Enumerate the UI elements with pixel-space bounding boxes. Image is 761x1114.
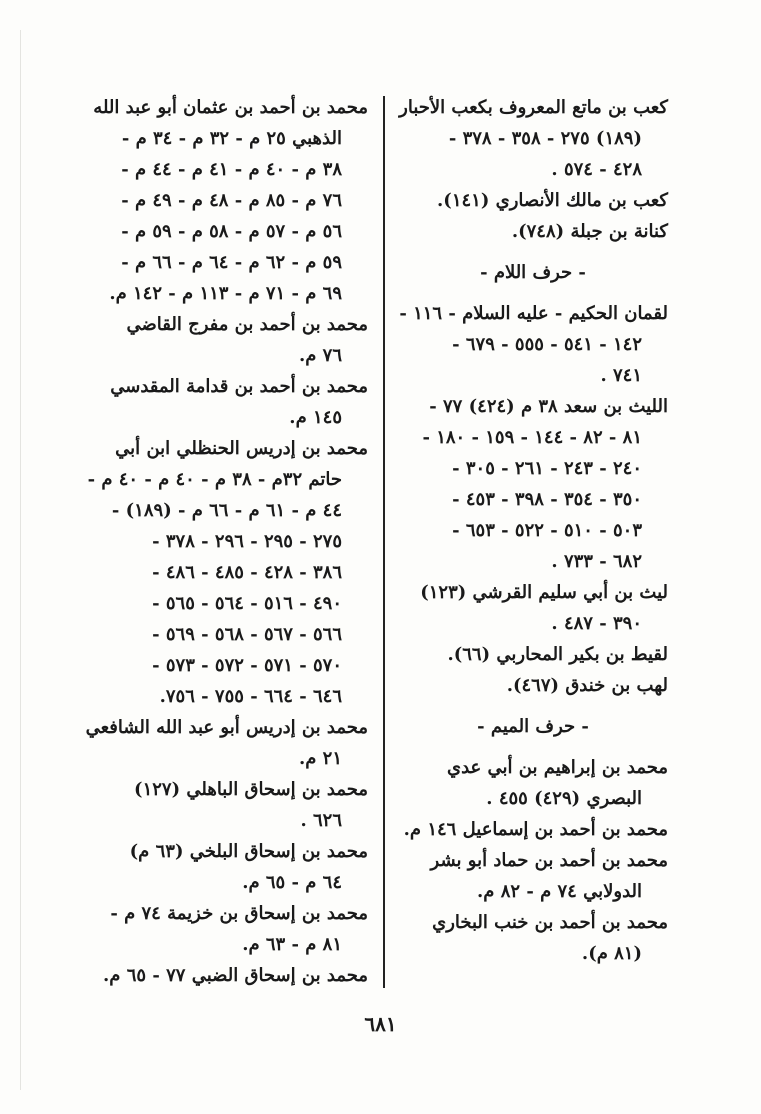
column-divider: [383, 96, 385, 988]
index-entry-continuation: ٤٢٨ - ٥٧٤ .: [551, 159, 642, 180]
index-entry-continuation: ٣٥٠ - ٣٥٤ - ٣٩٨ - ٤٥٣ -: [452, 489, 642, 510]
index-entry: محمد بن إبراهيم بن أبي عدي: [446, 757, 668, 778]
index-entry-continuation: ٧٦ م - ٨٥ م - ٤٨ م - ٤٩ م -: [121, 190, 342, 211]
index-entry: محمد بن إسحاق بن خزيمة ٧٤ م -: [110, 903, 368, 924]
index-entry: محمد بن أحمد بن خنب البخاري: [432, 912, 668, 933]
index-entry-continuation: ٢١ م.: [298, 748, 342, 769]
index-entry-continuation: ٣٨ م - ٤٠ م - ٤١ م - ٤٤ م -: [121, 159, 342, 180]
index-entry-continuation: ٦٩ م - ٧١ م - ١١٣ م - ١٤٢ م.: [109, 283, 342, 304]
index-entry-continuation: ٤٤ م - ٦١ م - ٦٦ م - (١٨٩) -: [111, 500, 342, 521]
index-entry-continuation: (٨١ م).: [581, 943, 642, 964]
index-entry-continuation: ٥٩ م - ٦٢ م - ٦٤ م - ٦٦ م -: [121, 252, 342, 273]
index-entry-continuation: ١٤٢ - ٥٤١ - ٥٥٥ - ٦٧٩ -: [452, 334, 642, 355]
index-entry-continuation: ٧٦ م.: [298, 345, 342, 366]
index-entry-continuation: ٨١ م - ٦٣ م.: [242, 934, 342, 955]
left-column: [85, 92, 368, 991]
page-number: ٦٨١: [364, 1012, 397, 1036]
index-entry-continuation: الذهبي ٢٥ م - ٣٢ م - ٣٤ م -: [121, 128, 342, 149]
section-heading: - حرف الميم -: [477, 716, 589, 737]
index-entry-continuation: ٣٩٠ - ٤٨٧ .: [551, 613, 642, 634]
right-column: [398, 92, 668, 969]
index-entry: لهب بن خندق (٤٦٧).: [506, 675, 668, 696]
index-entry: كعب بن ماتع المعروف بكعب الأحبار: [399, 97, 668, 118]
index-entry: محمد بن أحمد بن حماد أبو بشر: [430, 850, 668, 871]
index-entry: كنانة بن جبلة (٧٤٨).: [511, 221, 668, 242]
index-entry: محمد بن إدريس الحنظلي ابن أبي: [115, 438, 368, 459]
index-entry-continuation: البصري (٤٢٩) ٤٥٥ .: [486, 788, 642, 809]
index-entry-continuation: ٦٢٦ .: [300, 810, 342, 831]
index-entry: محمد بن إسحاق الضبي ٧٧ - ٦٥ م.: [103, 965, 368, 986]
index-entry: ليث بن أبي سليم القرشي (١٢٣): [420, 582, 668, 603]
index-entry-continuation: ٧٤١ .: [600, 365, 642, 386]
index-entry-continuation: ٦٤٦ - ٦٦٤ - ٧٥٥ - ٧٥٦.: [159, 686, 342, 707]
index-entry-continuation: ٤٩٠ - ٥١٦ - ٥٦٤ - ٥٦٥ -: [152, 593, 342, 614]
index-entry: محمد بن إدريس أبو عبد الله الشافعي: [85, 717, 368, 738]
index-entry: محمد بن إسحاق الباهلي (١٢٧): [134, 779, 368, 800]
index-entry-continuation: ٨١ - ٨٢ - ١٤٤ - ١٥٩ - ١٨٠ -: [422, 427, 642, 448]
index-entry-continuation: ٥٠٣ - ٥١٠ - ٥٢٢ - ٦٥٣ -: [452, 520, 642, 541]
index-entry-continuation: حاتم ٣٢م - ٣٨ م - ٤٠ م - ٤٠ م -: [87, 469, 342, 490]
index-entry-continuation: ٦٤ م - ٦٥ م.: [242, 872, 342, 893]
index-entry-continuation: ٥٧٠ - ٥٧١ - ٥٧٢ - ٥٧٣ -: [152, 655, 342, 676]
index-entry-continuation: ١٤٥ م.: [289, 407, 342, 428]
index-entry-continuation: ٢٤٠ - ٢٤٣ - ٢٦١ - ٣٠٥ -: [452, 458, 642, 479]
index-entry-continuation: ٢٧٥ - ٢٩٥ - ٢٩٦ - ٣٧٨ -: [152, 531, 342, 552]
index-entry: محمد بن أحمد بن إسماعيل ١٤٦ م.: [403, 819, 668, 840]
section-heading: - حرف اللام -: [480, 262, 586, 283]
index-entry: محمد بن أحمد بن عثمان أبو عبد الله: [93, 97, 368, 118]
index-entry-continuation: (١٨٩) ٢٧٥ - ٣٥٨ - ٣٧٨ -: [448, 128, 642, 149]
index-entry-continuation: ٣٨٦ - ٤٢٨ - ٤٨٥ - ٤٨٦ -: [152, 562, 342, 583]
index-entry-continuation: الدولابي ٧٤ م - ٨٢ م.: [477, 881, 642, 902]
index-entry-continuation: ٥٦٦ - ٥٦٧ - ٥٦٨ - ٥٦٩ -: [152, 624, 342, 645]
index-entry: محمد بن أحمد بن قدامة المقدسي: [110, 376, 368, 397]
index-entry: محمد بن إسحاق البلخي (٦٣ م): [129, 841, 368, 862]
index-entry: محمد بن أحمد بن مفرج القاضي: [126, 314, 368, 335]
index-entry-continuation: ٦٨٢ - ٧٣٣ .: [551, 551, 642, 572]
page-edge-shadow: [20, 30, 21, 1090]
index-entry: لقمان الحكيم - عليه السلام - ١١٦ -: [399, 303, 668, 324]
index-entry-continuation: ٥٦ م - ٥٧ م - ٥٨ م - ٥٩ م -: [121, 221, 342, 242]
index-entry: كعب بن مالك الأنصاري (١٤١).: [437, 190, 668, 211]
index-entry: لقيط بن بكير المحاربي (٦٦).: [447, 644, 668, 665]
index-entry: الليث بن سعد ٣٨ م (٤٢٤) ٧٧ -: [429, 396, 668, 417]
